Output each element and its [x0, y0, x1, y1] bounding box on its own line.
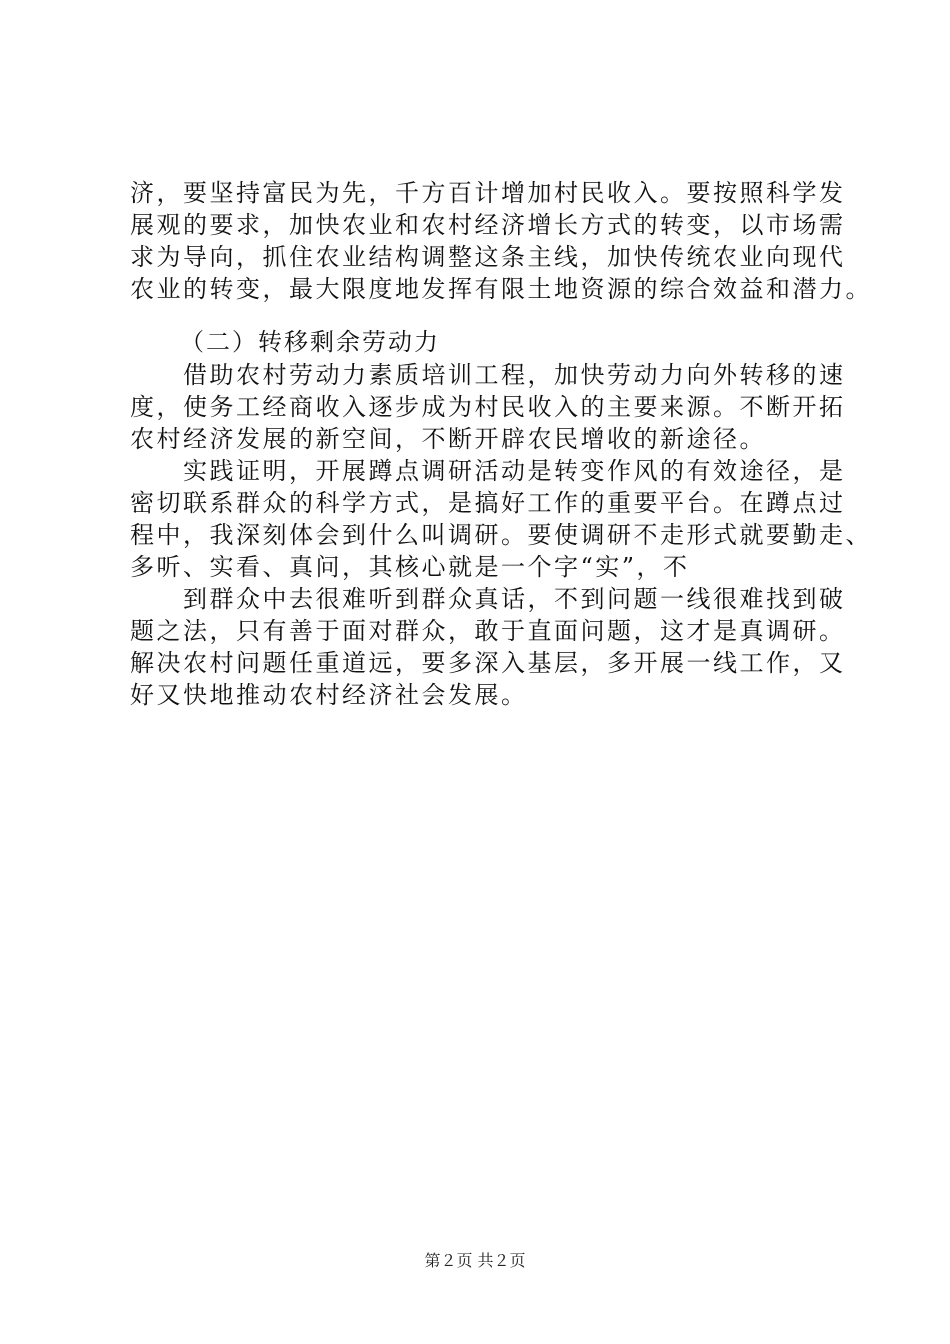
paragraph-3-line-3: 程中，我深刻体会到什么叫调研。要使调研不走形式就要勤走、 [130, 521, 872, 549]
paragraph-3-line-2: 密切联系群众的科学方式，是搞好工作的重要平台。在蹲点过 [130, 489, 846, 517]
section-heading: （二）转移剩余劳动力 [180, 328, 440, 356]
paragraph-2-line-3: 农村经济发展的新空间，不断开辟农民增收的新途径。 [130, 425, 766, 453]
paragraph-3-line-4: 多听、实看、真问，其核心就是一个字“实”，不 [130, 553, 690, 581]
paragraph-4-line-1: 到群众中去很难听到群众真话，不到问题一线很难找到破 [130, 585, 846, 613]
paragraph-4-line-3: 解决农村问题任重道远，要多深入基层，多开展一线工作，又 [130, 649, 846, 677]
paragraph-1-line-2: 展观的要求，加快农业和农村经济增长方式的转变，以市场需 [130, 211, 846, 239]
paragraph-1-line-3: 求为导向，抓住农业结构调整这条主线，加快传统农业向现代 [130, 243, 846, 271]
paragraph-4-line-4: 好又快地推动农村经济社会发展。 [130, 681, 528, 709]
paragraph-4-line-2: 题之法，只有善于面对群众，敢于直面问题，这才是真调研。 [130, 617, 846, 645]
paragraph-1-line-1: 济，要坚持富民为先，千方百计增加村民收入。要按照科学发 [130, 179, 846, 207]
paragraph-1-line-4: 农业的转变，最大限度地发挥有限土地资源的综合效益和潜力。 [130, 275, 872, 303]
paragraph-3-line-1: 实践证明，开展蹲点调研活动是转变作风的有效途径，是 [130, 457, 846, 485]
paragraph-2-line-2: 度，使务工经商收入逐步成为村民收入的主要来源。不断开拓 [130, 393, 846, 421]
paragraph-2-line-1: 借助农村劳动力素质培训工程，加快劳动力向外转移的速 [130, 361, 846, 389]
page-footer: 第２页 共２页 [424, 1251, 526, 1270]
